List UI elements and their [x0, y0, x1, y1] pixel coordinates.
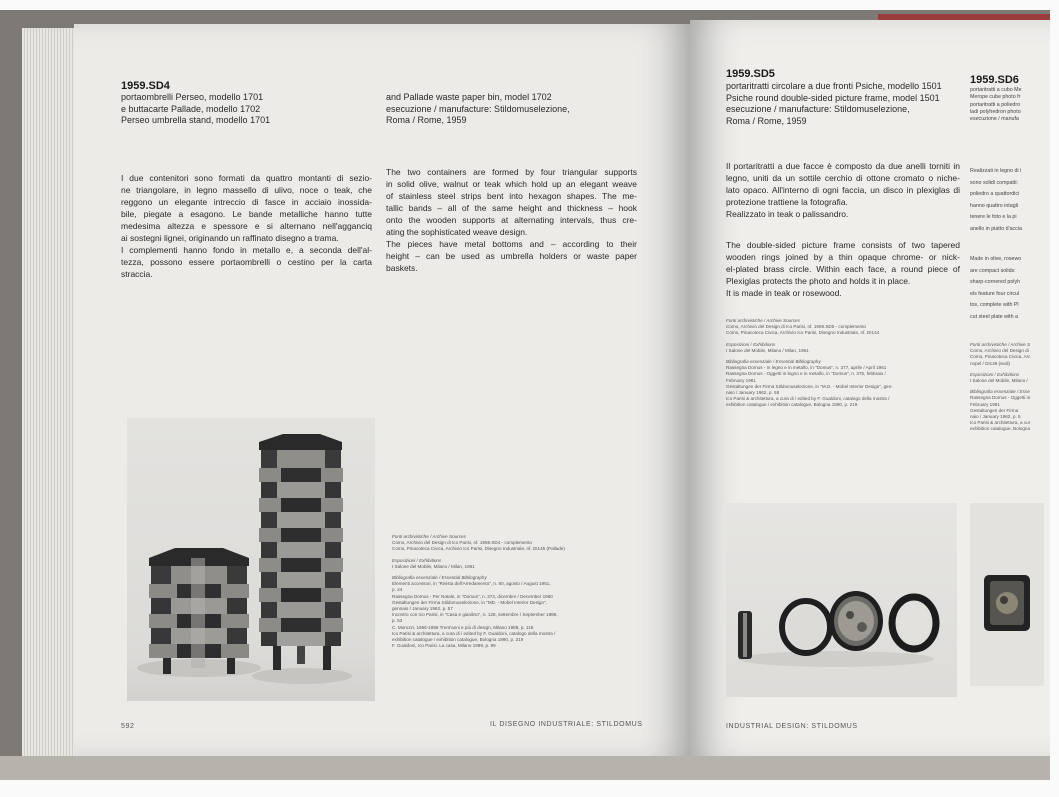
picture-frames-illustration [726, 503, 957, 697]
sd4-title-continued: and Pallade waste paper bin, model 1702 esecuzione / manufacture: Stildomuselezione, Roma / Rome, 1959 [386, 92, 570, 125]
left-running-footer: IL DISEGNO INDUSTRIALE: STILDOMUS [490, 721, 643, 728]
sd5-title: portaritratti circolare a due fronti Psiche, modello 1501 Psiche round double-sided picture frame, model 1501 esecuzione / manufacture: Stildomuselezione, Roma / Rome, 1959 [726, 81, 942, 126]
sd5-code: 1959.SD5 [726, 68, 775, 80]
sd6-title: portaritratti a cubo Me Merope cube photo fr portaritratti a poliedro ladi polyhedron photo esecuzione / manufa [970, 87, 1022, 123]
sd6-english-text: Made in olive, rosewo are compact solids: sharp-cornered polyh els feature four circul tos, complete with Pl cut steel plate with a [970, 256, 1022, 320]
sd4-code: 1959.SD4 [121, 80, 170, 92]
sd4-notes: Fonti archivistiche / Archive Sources Como, Archivio del Design di Ico Parisi, nf. 1959.SD4 - complemento Como, Pinacoteca Civica, Archivio Ico Parisi, Disegno Industriale, nf. DI145 (Pallade) Esposizioni / Exhibitions I Salone del Mobile, Milano / Milan, 1961 Bibliografia essenziale / Essential Bibliography Elementi accessori, in "Rivista dell'Arredamento", n. 80, agosto / August 1961, p. 24 Rassegna Domus - Per Natale, in "Domus", n. 373, dicembre / December 1960 Gestaltungen der Firma Stildomuselezione, in "MD. - Mobel Interior Design", gennaio / January 1962, p. 57 Incontro con Ico Parisi, in "Casa e giardino", n. 128, settembre / September 1986, p. 53 C. Morozzi, 1956-1986 Trent'anni e più di design, Milano 1988, p. 118 Ico Parisi & architettura, a cura di / edited by F. Gualdoni, catalogo della mostra / exhibition catalogue / exhibition catalogue, Bologna 1990, p. 219 F. Gualdoni, Ico Parisi. La casa, Milano 1999, p. 99 [392, 534, 565, 649]
sd6-code: 1959.SD6 [970, 74, 1019, 86]
page-number: 592 [121, 723, 135, 730]
sd5-italian-text: Il portaritratti a due facce è composto da due anelli torniti in legno, uniti da un sottile cerchio di ottone cromato o niche- lato opaco. All'interno di ogni faccia, un disco in plexiglas di protezione trattiene la fotografia. Realizzato in teak o palissandro. [726, 161, 960, 219]
woven-containers-illustration [127, 418, 375, 701]
sd4-product-photo [127, 418, 375, 701]
sd5-notes: Fonti archivistiche / Archive Sources Como, Archivio del Design di Ico Parisi, nf. 1959.SD5 - complemento Como, Pinacoteca Civica, Archivio Ico Parisi, Disegno Industriale, nf. DI144 Esposizioni / Exhibitions I Salone del Mobile, Milano / Milan, 1961 Bibliografia essenziale / Essential Bibliography Rassegna Domus - In legno e in metallo, in "Domus", n. 377, aprile / April 1961 Rassegna Domus - Oggetti in legno e in metallo, in "Domus", n. 375, febbraio / February 1961 Gestaltungen der Firma Stildomuselezione, in "M.D. - Mobel Interior Design", gen- naio / January 1962, p. 58 Ico Parisi & architettura, a cura di / edited by F. Gualdoni, catalogo della mostra / exhibition catalogue / exhibition catalogue, Bologna 1990, p. 219 [726, 318, 893, 408]
page-stack-edge [22, 28, 82, 758]
sd6-notes: Fonti archivistiche / Archive S Como, Archivio del Design di Como, Pinacoteca Civica, Arc nopel / DI149 (sedi) Esposizioni / Exhibitions I Salone del Mobile, Milano / Bibliografia essenziale / Esse Rassegna Domus - Oggetti in February 1961 Gestaltungen der Firma naio / January 1962, p. 5 Ico Parisi & architettura, a cur exhibition catalogue, Bologna [970, 342, 1031, 432]
table-surface [0, 756, 1050, 780]
sd5-english-text: The double-sided picture frame consists of two tapered wooden rings joined by a thin opaque chrome- or nick- el-plated brass circle. Within each face, a round piece of Plexiglas protects the photo and holds it in place. It is made in teak or rosewood. [726, 240, 960, 298]
sd4-english-text: The two containers are formed by four triangular supports in solid olive, walnut or teak which hold up an elegant weave of stainless steel strips bent into hexagon shapes. The me- tallic bands – all of the same height and thickness – hook onto the wooden supports at alternating intervals, thus cre- ating the sophisticated weave design. The pieces have metal bottoms and – according to their height – can be used as umbrella holders or waste paper baskets. [386, 167, 637, 273]
right-running-footer: INDUSTRIAL DESIGN: STILDOMUS [726, 723, 858, 730]
sd4-italian-text: I due contenitori sono formati da quattro montanti di sezio- ne triangolare, in legno massello di ulivo, noce o teak, che reggono un elegante intreccio di fasce in acciaio inossida- bile, piegate a esagono. Le bande metalliche hanno tutte medesima altezza e spessore e si alternano nell'agganciq ai sostegni lignei, originando un raffinato disegno a trama. I complementi hanno fondo in metallo e, a seconda dell'al- tezza, possono essere portaombrelli o cestino per la carta straccia. [121, 173, 372, 279]
sd6-italian-text: Realizzati in legno di i sono solidi compatti: poliedro a quattordici hanno quattro intagli tenere le foto e la pi anello in piatto d'accia [970, 168, 1022, 232]
sd6-product-photo [970, 503, 1044, 686]
cube-frame-illustration [970, 503, 1044, 686]
sd4-title: portaombrelli Perseo, modello 1701 e buttacarte Pallade, modello 1702 Perseo umbrella stand, modello 1701 [121, 92, 271, 125]
sd6-column [968, 60, 1044, 490]
sd5-product-photo [726, 503, 957, 697]
